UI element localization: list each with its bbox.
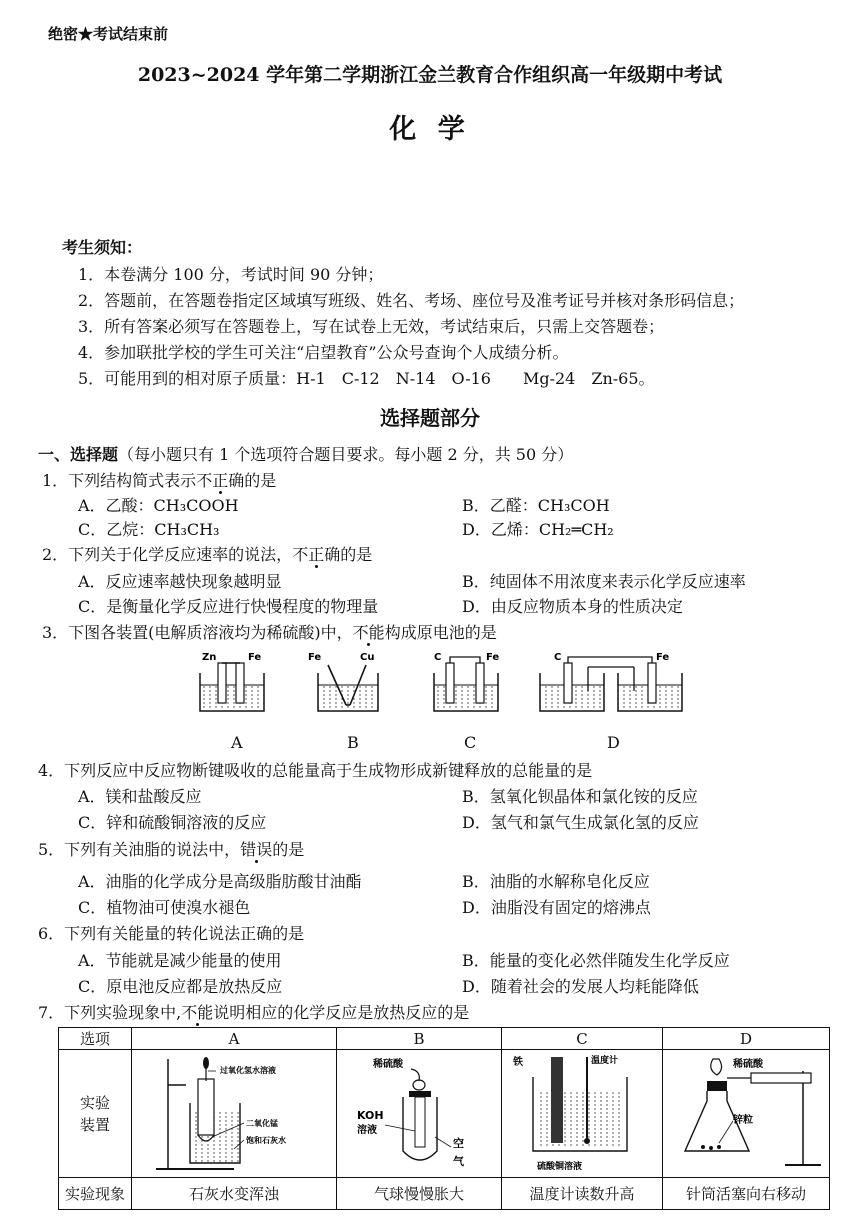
q4-option-b: B．氢氧化钡晶体和氯化铵的反应 [462,787,698,806]
emphasis: 不正确 [196,471,245,490]
cell-c [434,652,499,711]
phenomenon-c: 温度计读数升高 [502,1178,663,1210]
q1-option-a: A．乙酸：CH₃COOH [78,496,239,515]
q1-option-c: C．乙烷：CH₃CH₃ [78,520,220,539]
q6-option-d: D．随着社会的发展人均耗能降低 [462,977,699,996]
svg-text:二氧化锰: 二氧化锰 [246,1118,278,1128]
apparatus-b [337,1050,502,1178]
phenomenon-d: 针筒活塞向右移动 [663,1178,830,1210]
q4-option-c: C．锌和硫酸铜溶液的反应 [78,813,267,832]
question-3-stem: 3．下图各装置(电解质溶液均为稀硫酸)中，不能构成原电池的是 [42,623,497,642]
table-header: C [502,1028,663,1050]
apparatus-c [502,1050,663,1178]
svg-text:锌粒: 锌粒 [733,1114,753,1126]
q6-option-a: A．节能就是减少能量的使用 [78,951,282,970]
cell-d [540,652,682,711]
table-header: B [337,1028,502,1050]
q5-option-c: C．植物油可使溴水褪色 [78,898,251,917]
svg-text:硫酸铜溶液: 硫酸铜溶液 [537,1161,583,1172]
emphasis: 错误 [240,840,273,859]
q2-option-c: C．是衡量化学反应进行快慢程度的物理量 [78,597,379,616]
section-title: 选择题部分 [380,406,480,430]
svg-text:Fe: Fe [656,652,670,663]
q1-option-d: D．乙烯：CH₂═CH₂ [462,520,614,539]
svg-text:空: 空 [453,1136,464,1150]
svg-text:C: C [434,652,442,663]
svg-text:过氧化氢水溶液: 过氧化氢水溶液 [220,1065,276,1075]
apparatus-a [132,1050,337,1178]
q5-option-b: B．油脂的水解称皂化反应 [462,872,650,891]
phenomenon-a: 石灰水变浑浊 [132,1178,337,1210]
table-header: D [663,1028,830,1050]
emphasis: 不能 [352,623,385,642]
svg-text:C: C [554,652,562,663]
svg-text:稀硫酸: 稀硫酸 [373,1058,403,1070]
table-header: 选项 [59,1028,132,1050]
q5-option-a: A．油脂的化学成分是高级脂肪酸甘油酯 [78,872,362,891]
cell-label-a: A [231,733,243,752]
confidential-label: 绝密★考试结束前 [48,25,169,43]
q1-option-b: B．乙醛：CH₃COH [462,496,610,515]
svg-text:溶液: 溶液 [357,1124,377,1136]
subject-title: 化 学 [389,114,471,145]
q5-option-d: D．油脂没有固定的熔沸点 [462,898,651,917]
question-2-stem: 2．下列关于化学反应速率的说法，不正确的是 [42,545,373,564]
notice-item: 2．答题前，在答题卷指定区域填写班级、姓名、考场、座位号及准考证号并核对条形码信息； [78,291,745,310]
q6-option-c: C．原电池反应都是放热反应 [78,977,283,996]
row-label-apparatus: 实验 装置 [59,1050,132,1178]
cell-label-b: B [347,733,359,752]
emphasis: 不能 [181,1003,214,1022]
cell-label-d: D [607,733,620,752]
notice-item: 1．本卷满分 100 分，考试时间 90 分钟； [78,265,384,284]
cell-label-c: C [464,733,477,752]
row-label-phenomenon: 实验现象 [59,1178,132,1210]
q2-option-d: D．由反应物质本身的性质决定 [462,597,683,616]
question-5-stem: 5．下列有关油脂的说法中，错误的是 [38,840,305,859]
notice-item: 5．可能用到的相对原子质量：H-1 C-12 N-14 O-16 Mg-24 Zn-65。 [78,369,655,388]
svg-text:Fe: Fe [248,652,262,663]
svg-text:Fe: Fe [308,652,322,663]
cell-b [308,652,378,711]
experiment-table [58,1027,830,1210]
exam-title: 2023~2024 学年第二学期浙江金兰教育合作组织高一年级期中考试 [137,64,723,86]
notice-heading: 考生须知： [62,238,143,257]
q2-option-b: B．纯固体不用浓度来表示化学反应速率 [462,572,746,591]
svg-text:稀硫酸: 稀硫酸 [733,1058,763,1070]
cell-a [200,652,264,711]
emphasis: 不正确 [292,545,341,564]
section-heading: 一、选择题（每小题只有 1 个选项符合题目要求。每小题 2 分，共 50 分） [38,445,574,464]
table-header: A [132,1028,337,1050]
q4-option-a: A．镁和盐酸反应 [78,787,202,806]
question-7-stem: 7．下列实验现象中,不能说明相应的化学反应是放热反应的是 [38,1003,470,1022]
phenomenon-b: 气球慢慢胀大 [337,1178,502,1210]
svg-text:Fe: Fe [486,652,500,663]
notice-item: 3．所有答案必须写在答题卷上，写在试卷上无效，考试结束后，只需上交答题卷； [78,317,665,336]
q2-option-a: A．反应速率越快现象越明显 [78,572,282,591]
svg-text:Zn: Zn [202,652,217,663]
svg-text:KOH: KOH [357,1108,384,1122]
q4-option-d: D．氢气和氯气生成氯化氢的反应 [462,813,699,832]
svg-text:铁: 铁 [513,1056,523,1068]
svg-text:温度计: 温度计 [591,1055,619,1066]
notice-item: 4．参加联批学校的学生可关注“启望教育”公众号查询个人成绩分析。 [78,343,569,362]
svg-text:气: 气 [453,1154,464,1168]
apparatus-d [663,1050,830,1178]
svg-text:饱和石灰水: 饱和石灰水 [246,1135,286,1145]
q6-option-b: B．能量的变化必然伴随发生化学反应 [462,951,730,970]
question-6-stem: 6．下列有关能量的转化说法正确的是 [38,924,305,943]
question-1-stem: 1．下列结构简式表示不正确的是 [42,471,277,490]
svg-text:Cu: Cu [360,652,375,663]
question-4-stem: 4．下列反应中反应物断键吸收的总能量高于生成物形成新键释放的总能量的是 [38,761,593,780]
